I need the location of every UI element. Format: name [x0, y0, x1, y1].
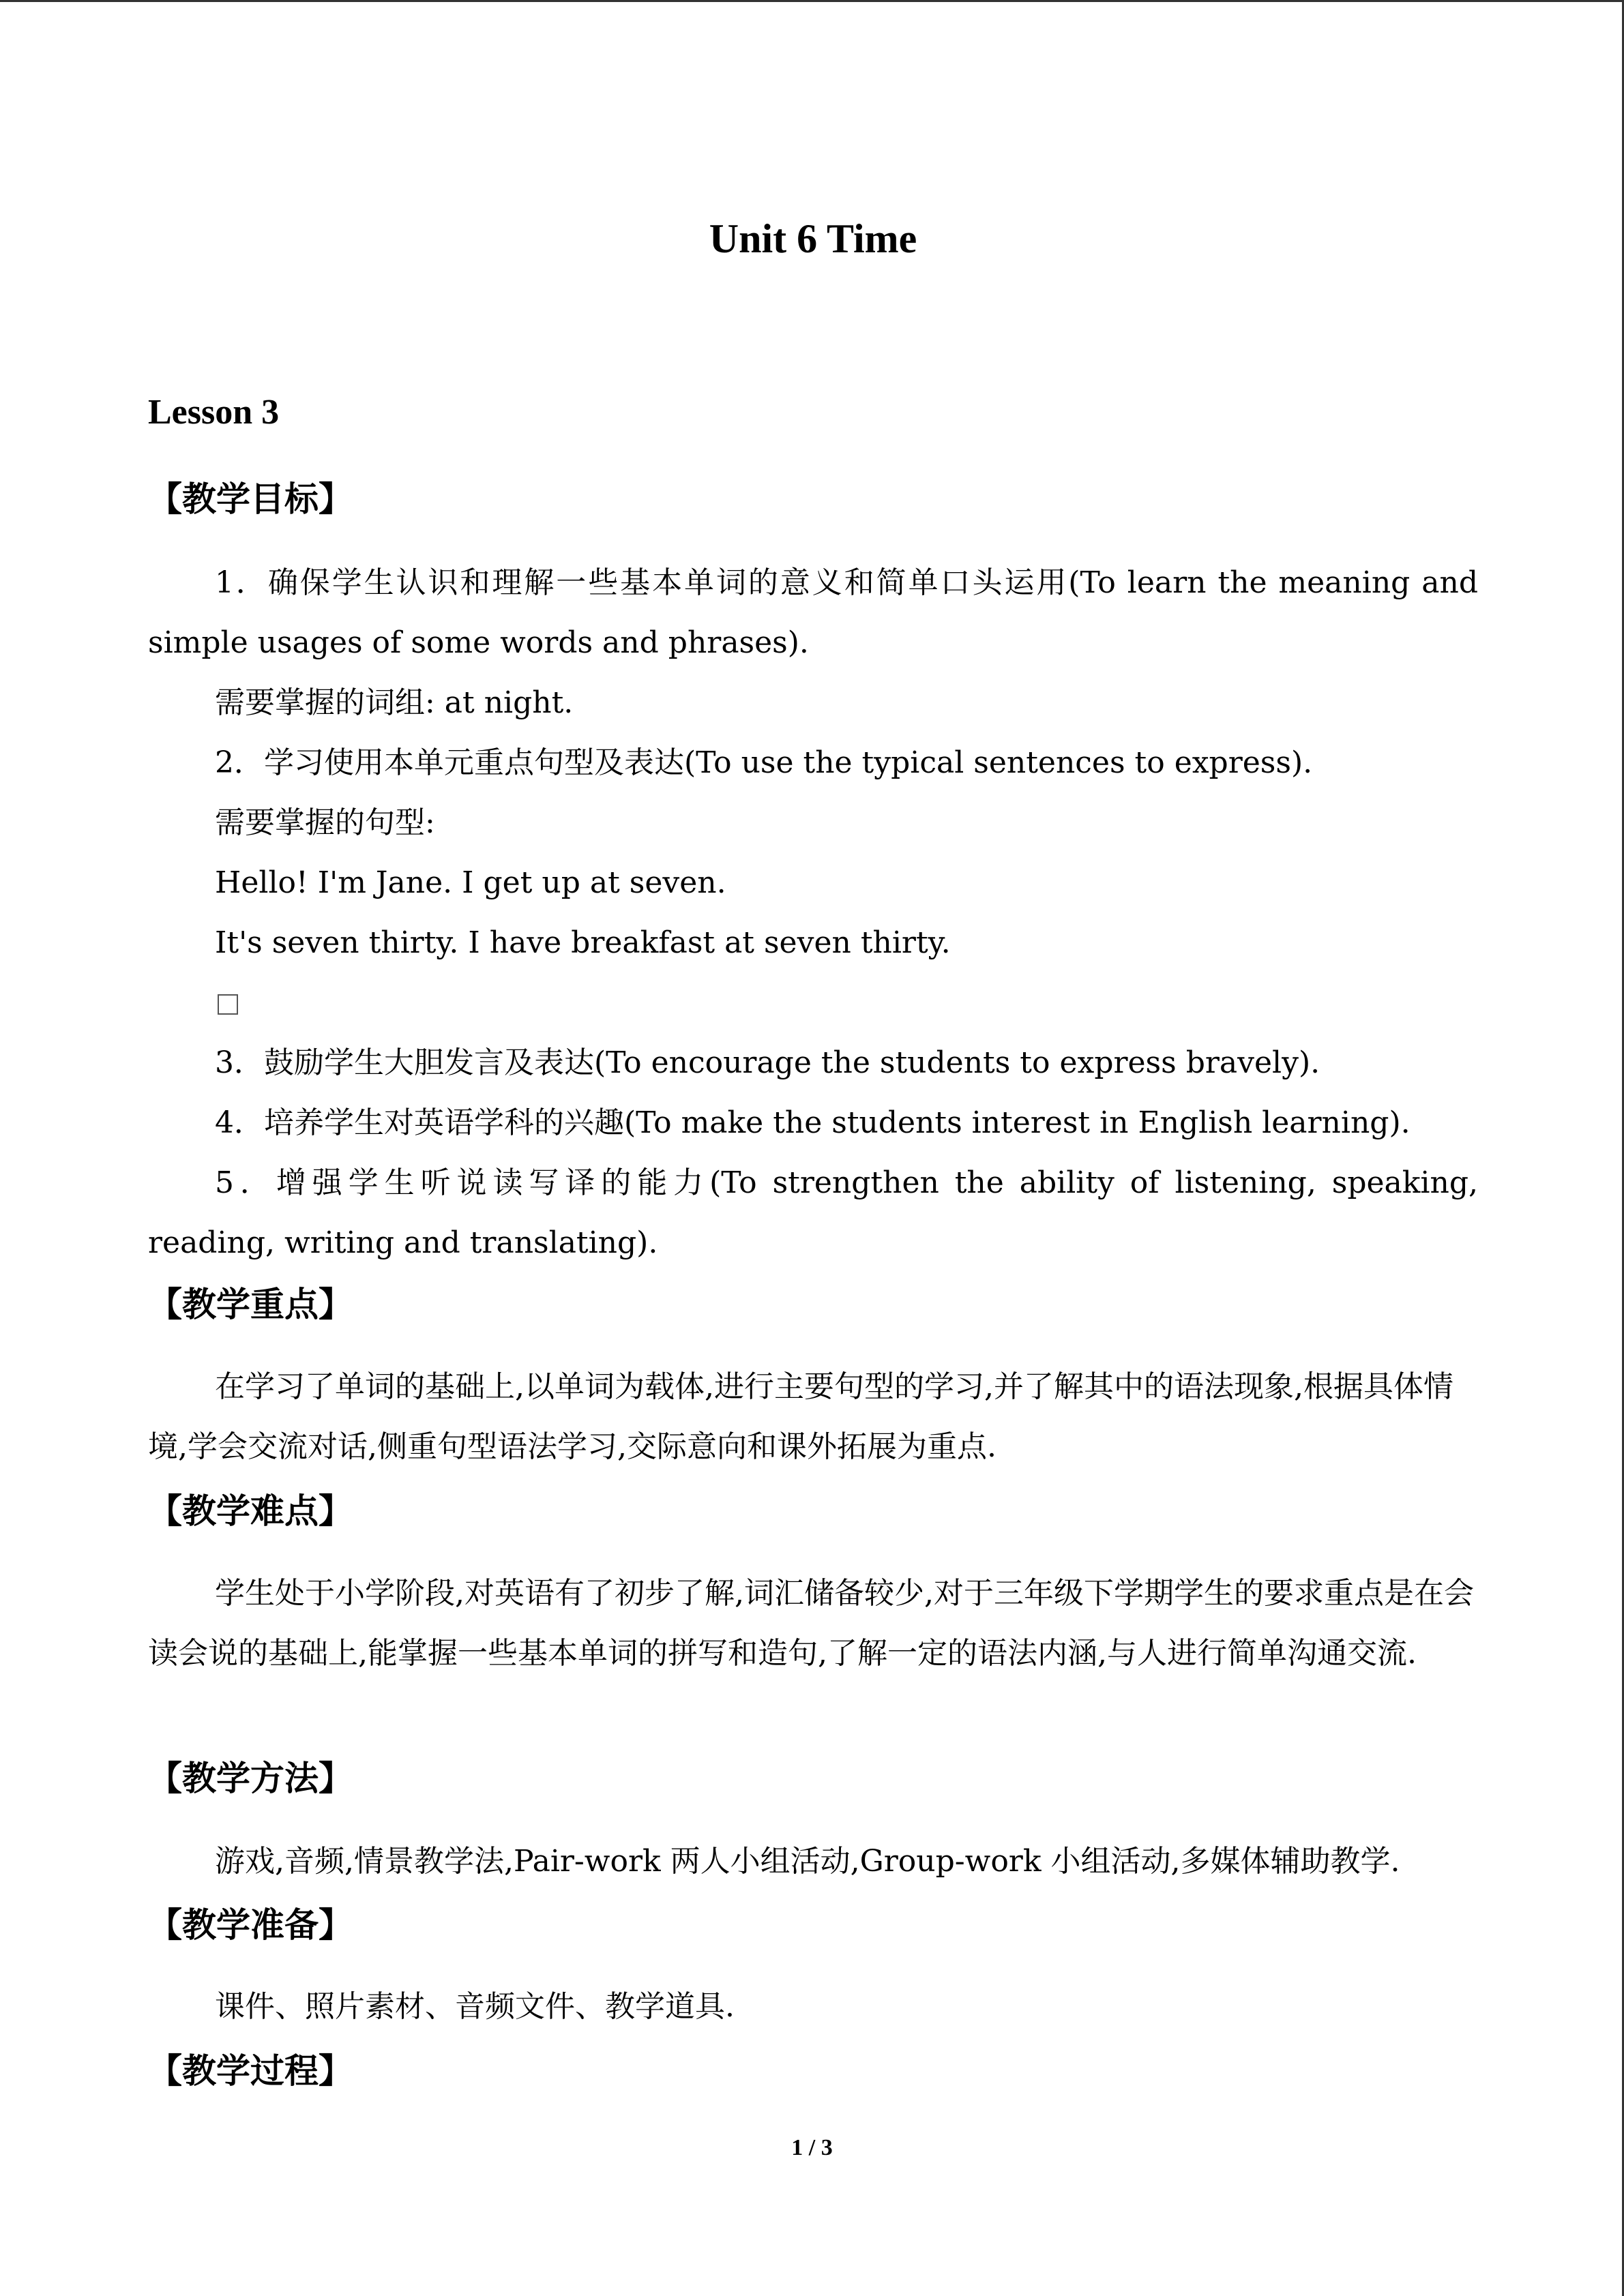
sentence-1: Hello! I'm Jane. I get up at seven.: [215, 865, 726, 900]
objective-item-3: 3．鼓励学生大胆发言及表达(To encourage the students to express bravely).: [215, 1045, 1320, 1080]
objective-item-4: 4．培养学生对英语学科的兴趣(To make the students interest in English learning).: [215, 1105, 1411, 1140]
objective-item-5: 5．增强学生听说读写译的能力(To strengthen the ability of listening, speaking, reading, writing and translating).: [148, 1165, 1478, 1260]
methods-text: 游戏,音频,情景教学法,Pair-work 两人小组活动,Group-work 小组活动,多媒体辅助教学.: [215, 1844, 1400, 1879]
preparation-heading: 【教学准备】: [148, 1905, 353, 1945]
difficulties-text: 学生处于小学阶段,对英语有了初步了解,词汇储备较少,对于三年级下学期学生的要求重点是在会读会说的基础上,能掌握一些基本单词的拼写和造句,了解一定的语法内涵,与人进行简单沟通交流.: [148, 1576, 1474, 1671]
page-top-border: [0, 0, 1624, 2]
sentences-label: 需要掌握的句型:: [215, 805, 435, 840]
objectives-heading: 【教学目标】: [148, 479, 353, 519]
objective-item-2: 2．学习使用本单元重点句型及表达(To use the typical sentences to express).: [215, 745, 1313, 780]
methods-heading: 【教学方法】: [148, 1759, 353, 1798]
document-title: Unit 6 Time: [709, 216, 917, 261]
key-points-text: 在学习了单词的基础上,以单词为载体,进行主要句型的学习,并了解其中的语法现象,根据具体情境,学会交流对话,侧重句型语法学习,交际意向和课外拓展为重点.: [148, 1369, 1453, 1464]
lesson-heading: Lesson 3: [148, 393, 280, 432]
difficulties-heading: 【教学难点】: [148, 1491, 353, 1531]
objective-item-1: 1．确保学生认识和理解一些基本单词的意义和简单口头运用(To learn the meaning and simple usages of some words and phrases).: [148, 565, 1478, 660]
page-number: 1 / 3: [791, 2135, 833, 2160]
sentence-2: It's seven thirty. I have breakfast at seven thirty.: [215, 925, 951, 960]
preparation-text: 课件、照片素材、音频文件、教学道具.: [215, 1989, 735, 2024]
phrases-label: 需要掌握的词组: at night.: [215, 685, 574, 720]
empty-checkbox-glyph: [218, 994, 238, 1015]
process-heading: 【教学过程】: [148, 2051, 353, 2091]
key-points-heading: 【教学重点】: [148, 1285, 353, 1324]
